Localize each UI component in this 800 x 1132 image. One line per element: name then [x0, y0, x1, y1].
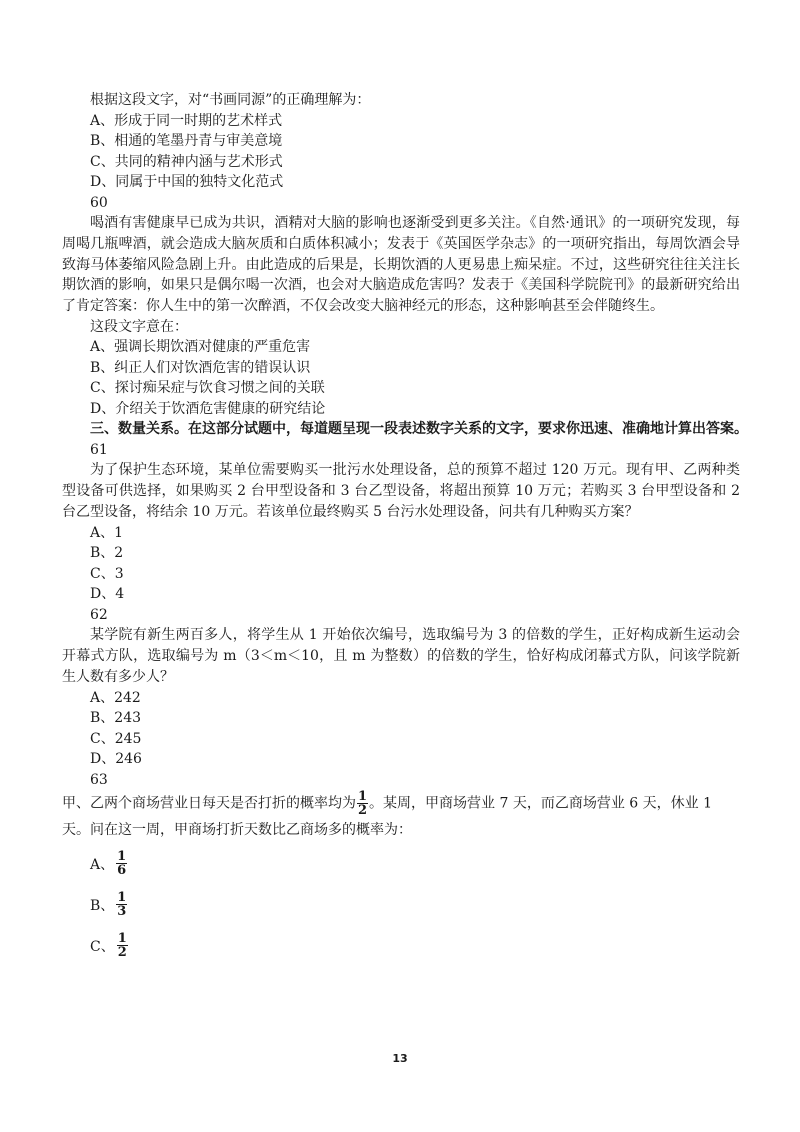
fraction-denominator: 6	[117, 863, 127, 879]
question-63-option-b	[62, 884, 740, 925]
fraction-denominator: 3	[117, 904, 127, 920]
question-63-option-a	[62, 843, 740, 884]
option-fraction	[117, 932, 128, 959]
question-62-option-d: D、246	[90, 751, 142, 768]
option-label: A、	[90, 856, 115, 873]
question-63-fraction	[357, 790, 368, 817]
question-59-option-b: B、相通的笔墨丹青与审美意境	[90, 133, 283, 149]
question-60-number: 60	[90, 194, 108, 211]
question-62-option-b: B、243	[90, 710, 142, 727]
question-61-option-c: C、3	[90, 565, 124, 582]
page-number: 13	[392, 1052, 408, 1065]
question-61-number: 61	[90, 441, 108, 458]
question-61-option-a: A、1	[90, 524, 124, 541]
question-61-option-b: B、2	[90, 545, 124, 562]
question-60-stem: 这段文字意在：	[90, 318, 188, 335]
option-fraction	[116, 891, 127, 918]
fraction-denominator: 2	[358, 803, 368, 819]
fraction-numerator: 1	[358, 789, 368, 805]
fraction-numerator: 1	[117, 890, 127, 906]
question-60-option-d: D、介绍关于饮酒危害健康的研究结论	[90, 400, 326, 417]
question-59-option-c: C、共同的精神内涵与艺术形式	[90, 153, 283, 170]
fraction-numerator: 1	[117, 931, 127, 947]
question-63-number: 63	[90, 771, 108, 788]
question-60-option-c: C、探讨痴呆症与饮食习惯之间的关联	[90, 380, 325, 397]
question-60-passage: 喝酒有害健康早已成为共识，酒精对大脑的影响也逐渐受到更多关注。《自然·通讯》的一项研究发现，每周喝几瓶啤酒，就会造成大脑灰质和白质体积减小；发表于《英国医学杂志》的一项研究指出，每周饮酒会导致海马体萎缩风险急剧上升。由此造成的后果是，长期饮酒的人更易患上痴呆症。不过，这些研究往往关注长期饮酒的影响，如果只是偶尔喝一次酒，也会对大脑造成危害吗？发表于《美国科学院院刊》的最新研究给出了肯定答案：你人生中的第一次醉酒，不仅会改变大脑神经元的形态，这种影响甚至会伴随终生。	[62, 215, 740, 315]
section-3-heading: 三、数量关系。在这部分试题中，每道题呈现一段表述数字关系的文字，要求你迅速、准确地计算出答案。	[90, 421, 748, 438]
question-59-option-d: D、同属于中国的独特文化范式	[90, 174, 284, 190]
question-62-option-a: A、242	[90, 689, 141, 706]
question-63-option-c	[62, 925, 740, 966]
question-61-passage: 为了保护生态环境，某单位需要购买一批污水处理设备，总的预算不超过 120 万元。现有甲、乙两种类型设备可供选择，如果购买 2 台甲型设备和 3 台乙型设备，将超出预算 10 万元；若购买 3 台甲型设备和 2 台乙型设备，将结余 10 万元。若该单位最终购买 5 台污水处理设备，问共有几种购买方案？	[62, 462, 740, 521]
question-62-passage: 某学院有新生两百多人，将学生从 1 开始依次编号，选取编号为 3 的倍数的学生，正好构成新生运动会开幕式方队，选取编号为 m（3＜m＜10，且 m 为整数）的倍数的学生，恰好构成闭幕式方队，问该学院新生人数有多少人？	[62, 627, 740, 685]
question-60-option-a: A、强调长期饮酒对健康的严重危害	[90, 339, 311, 356]
fraction-denominator: 2	[117, 945, 127, 961]
question-62-number: 62	[90, 606, 108, 623]
page-content	[62, 90, 748, 966]
fraction-numerator: 1	[117, 849, 127, 865]
question-62-option-c: C、245	[90, 730, 142, 747]
question-59-option-a: A、形成于同一时期的艺术样式	[90, 112, 283, 129]
question-63-passage	[62, 790, 740, 843]
question-60-option-b: B、纠正人们对饮酒危害的错误认识	[90, 359, 311, 376]
question-63-passage-before: 甲、乙两个商场营业日每天是否打折的概率均为	[62, 795, 356, 812]
option-label: C、	[90, 938, 115, 955]
question-59-stem: 根据这段文字，对“书画同源”的正确理解为：	[90, 92, 371, 108]
question-63-passage-after: 。某周，甲商场营业 7 天，而乙商场营业 6 天，休业 1 天。问在这一周，甲商场打折天数比乙商场多的概率为：	[62, 795, 713, 839]
question-61-option-d: D、4	[90, 586, 125, 603]
option-fraction	[116, 850, 127, 877]
option-label: B、	[90, 897, 115, 914]
